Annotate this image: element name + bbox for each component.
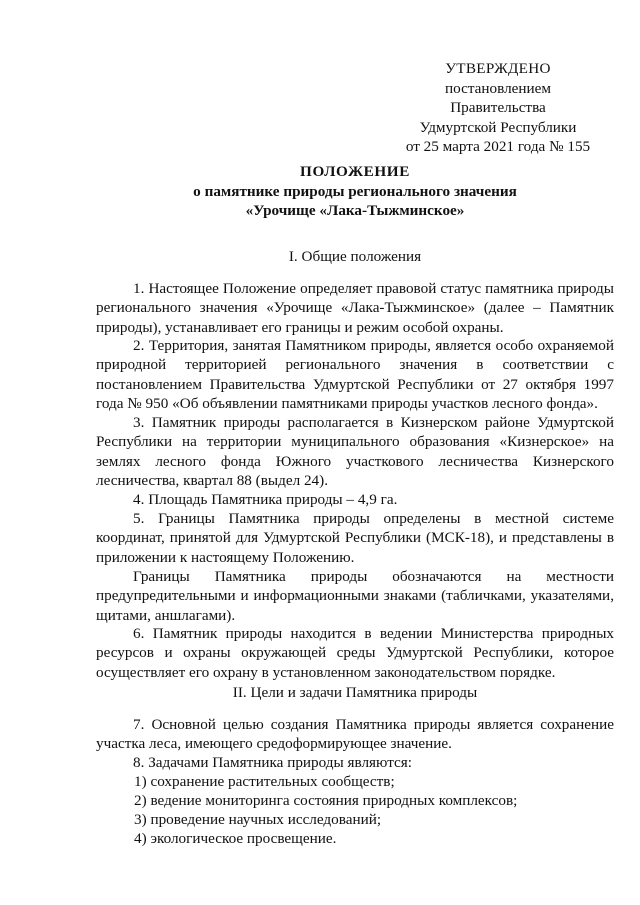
- paragraph-1: 1. Настоящее Положение определяет правовой статус памятника природы регионального значения «Урочище «Лака-Тыжминское» (далее – Памятник природы), устанавливает его границы и режим особой охраны.: [96, 280, 614, 336]
- paragraph-3: 3. Памятник природы располагается в Кизнерском районе Удмуртской Республики на территории муниципального образования «Кизнерское» на землях лесного фонда Южного участкового лесничества Кизнерского лесничества, квартал 88 (выдел 24).: [96, 414, 614, 489]
- approval-heading: УТВЕРЖДЕНО: [445, 60, 551, 77]
- approval-line-2: Удмуртской Республики: [419, 118, 577, 136]
- list-item: 4) экологическое просвещение.: [134, 830, 337, 847]
- list-item: 3) проведение научных исследований;: [134, 811, 382, 828]
- paragraph-5: 5. Границы Памятника природы определены в местной системе координат, принятой для Удмуртской Республики (МСК-18), и представлены в приложении к настоящему Положению.: [96, 510, 614, 566]
- title-main: ПОЛОЖЕНИЕ: [300, 163, 410, 180]
- approval-line-3: от 25 марта 2021 года № 155: [405, 138, 591, 155]
- paragraph-7: 7. Основной целью создания Памятника природы является сохранение участка леса, имеющего средоформирующее значение.: [96, 716, 614, 753]
- section-1-heading: I. Общие положения: [288, 248, 422, 265]
- list-item: 1) сохранение растительных сообществ;: [134, 773, 395, 790]
- paragraph-8: 8. Задачами Памятника природы являются:: [133, 754, 412, 771]
- section-2-heading: II. Цели и задачи Памятника природы: [232, 684, 478, 701]
- paragraph-4: 4. Площадь Памятника природы – 4,9 га.: [133, 491, 398, 508]
- title-line-3: «Урочище «Лака-Тыжминское»: [245, 202, 465, 219]
- paragraph-6: 6. Памятник природы находится в ведении Министерства природных ресурсов и охраны окружающей среды Удмуртской Республики, которое осуществляет его охрану в установленном законодательством порядке.: [96, 625, 614, 681]
- approval-line-1: постановлением Правительства: [444, 79, 552, 116]
- paragraph-5-continued: Границы Памятника природы обозначаются на местности предупредительными и информационными знаками (табличками, указателями, щитами, аншлагами).: [96, 568, 614, 624]
- paragraph-2: 2. Территория, занятая Памятником природы, является особо охраняемой природной территорией регионального значения в соответствии с постановлением Правительства Удмуртской Республики от 27 октября 1997 года № 950 «Об объявлении памятниками природы участков лесного фонда».: [96, 337, 614, 412]
- title-line-2: о памятнике природы регионального значения: [193, 182, 517, 200]
- list-item: 2) ведение мониторинга состояния природных комплексов;: [134, 792, 518, 809]
- approval-stamp: [398, 59, 598, 157]
- document-title: [96, 162, 614, 221]
